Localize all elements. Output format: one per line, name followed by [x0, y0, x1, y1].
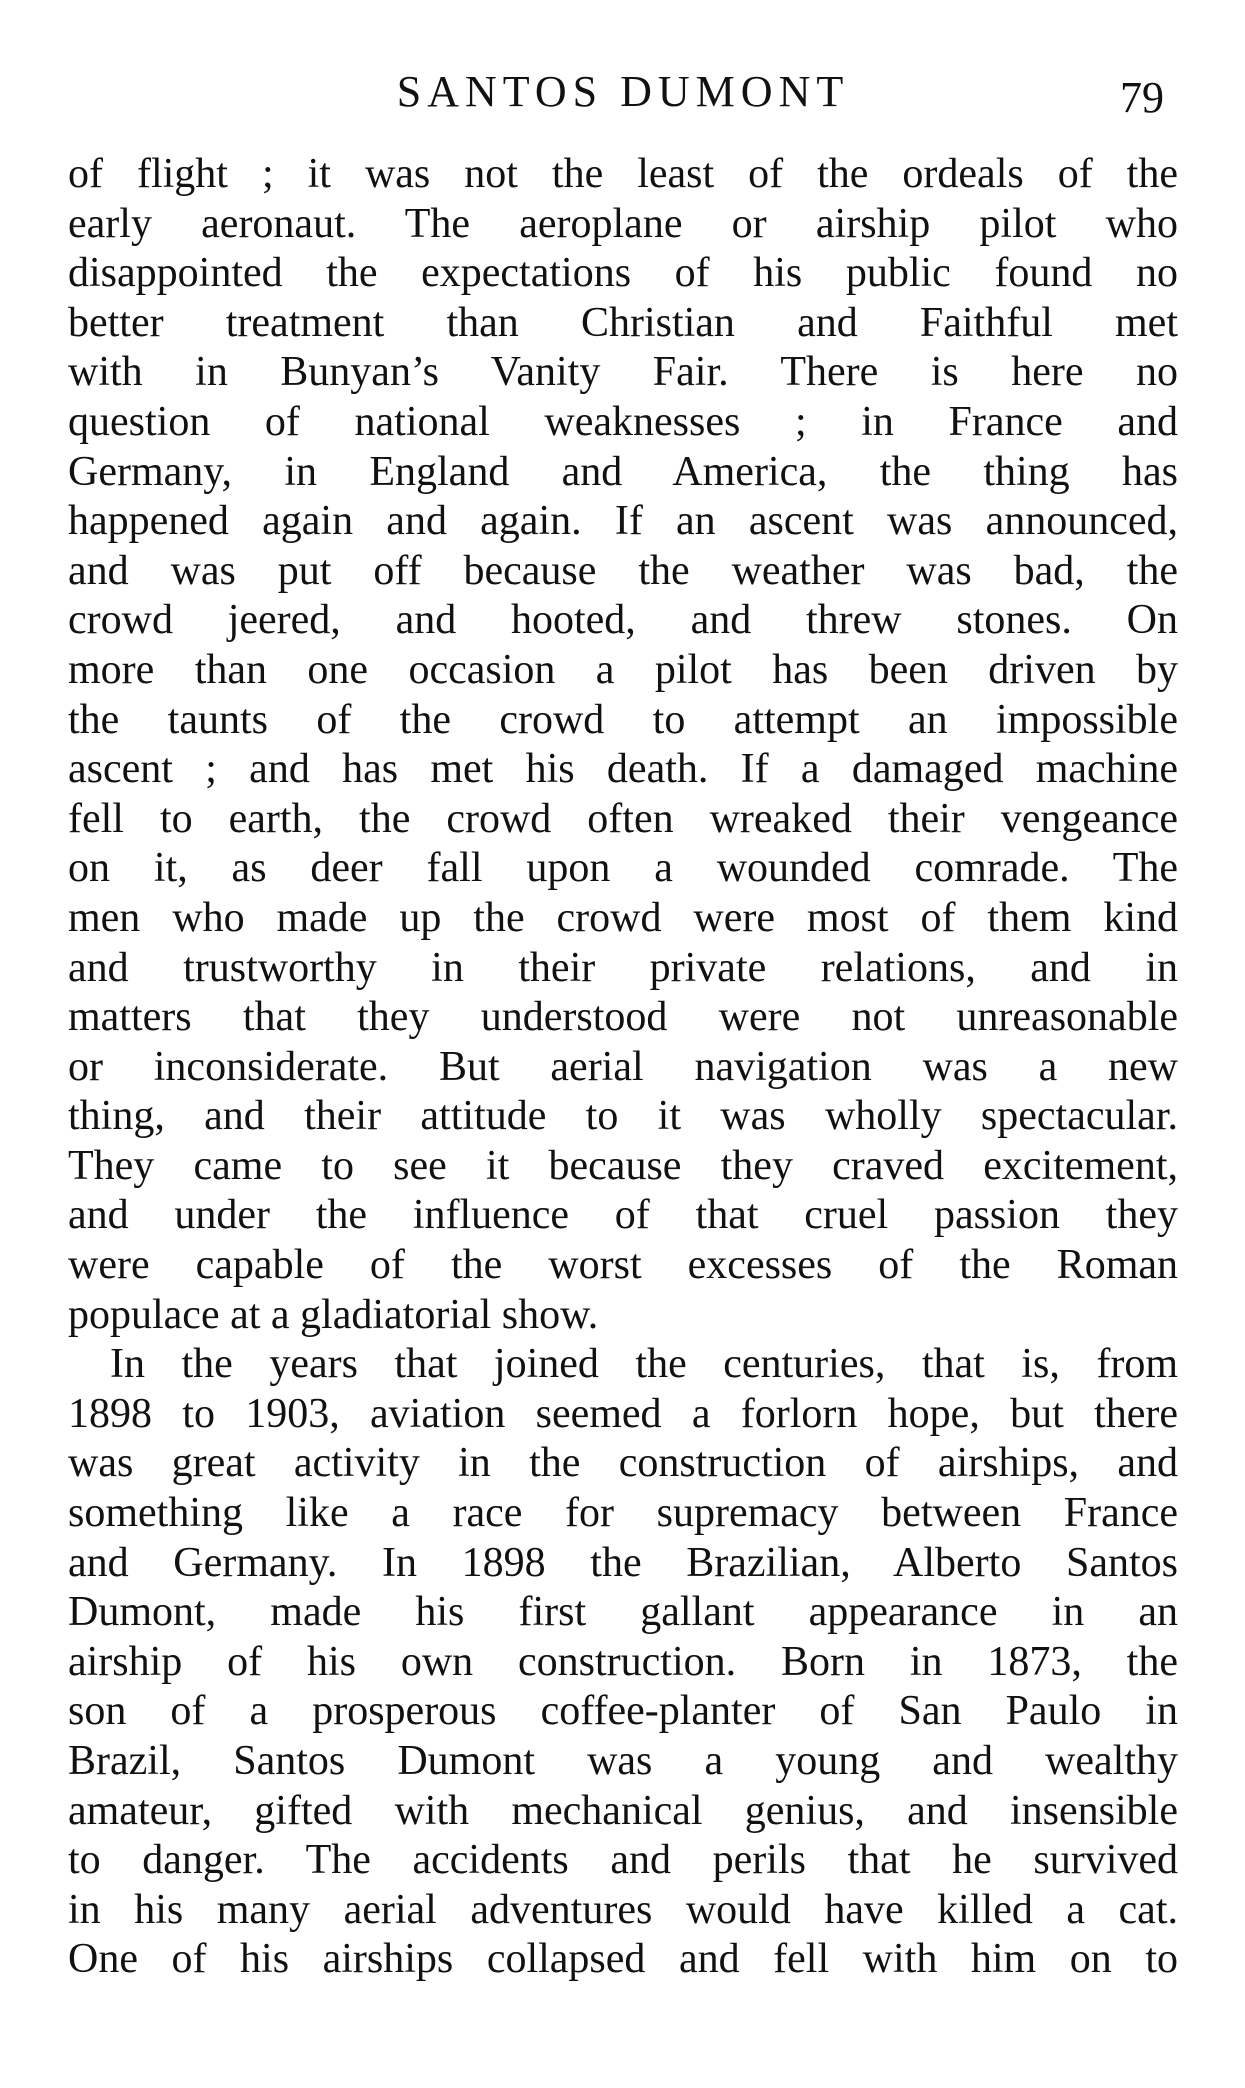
running-title: SANTOS DUMONT	[396, 67, 850, 116]
text-line: of flight ; it was not the least of the ordeals of the	[68, 151, 1178, 197]
text-line: Germany, in England and America, the thing has	[68, 448, 1178, 495]
text-line: 1898 to 1903, aviation seemed a forlorn hope, but there	[68, 1390, 1178, 1437]
text-line: and under the influence of that cruel passion they	[68, 1192, 1178, 1239]
text-line: and trustworthy in their private relations, and in	[68, 944, 1178, 991]
page-number: 79	[1120, 73, 1164, 122]
text-line: question of national weaknesses ; in France and	[68, 398, 1178, 445]
text-line: or inconsiderate. But aerial navigation was a new	[68, 1043, 1178, 1090]
text-line: Brazil, Santos Dumont was a young and wealthy	[68, 1738, 1178, 1784]
text-line: airship of his own construction. Born in 1873, the	[68, 1638, 1178, 1685]
text-line: ascent ; and has met his death. If a damaged machine	[68, 746, 1178, 793]
text-line: and Germany. In 1898 the Brazilian, Alberto Santos	[68, 1539, 1178, 1586]
paragraph-end-line: populace at a gladiatorial show.	[68, 1291, 599, 1338]
text-line: on it, as deer fall upon a wounded comrade. The	[68, 845, 1178, 892]
text-line: in his many aerial adventures would have killed a cat.	[68, 1886, 1178, 1933]
running-head	[68, 62, 1178, 122]
text-line: with in Bunyan’s Vanity Fair. There is here no	[68, 349, 1178, 396]
text-line: fell to earth, the crowd often wreaked their vengeance	[68, 795, 1178, 842]
text-line: son of a prosperous coffee-planter of San Paulo in	[68, 1688, 1178, 1735]
text-line: better treatment than Christian and Faithful met	[68, 299, 1178, 346]
body-text	[68, 150, 1178, 1985]
text-line: disappointed the expectations of his public found no	[68, 250, 1178, 297]
text-line: amateur, gifted with mechanical genius, and insensible	[68, 1787, 1178, 1834]
text-line: Dumont, made his first gallant appearance in an	[68, 1589, 1178, 1636]
text-line: early aeronaut. The aeroplane or airship pilot who	[68, 200, 1178, 247]
text-line: something like a race for supremacy between France	[68, 1490, 1178, 1537]
text-line: to danger. The accidents and perils that he survived	[68, 1837, 1178, 1884]
text-line: crowd jeered, and hooted, and threw stones. On	[68, 597, 1178, 644]
text-line: One of his airships collapsed and fell with him on to	[68, 1936, 1178, 1983]
text-line: more than one occasion a pilot has been driven by	[68, 646, 1178, 693]
text-line: was great activity in the construction of airships, and	[68, 1440, 1178, 1487]
text-line: were capable of the worst excesses of the Roman	[68, 1242, 1178, 1289]
text-line: matters that they understood were not unreasonable	[68, 994, 1178, 1041]
text-line: thing, and their attitude to it was wholly spectacular.	[68, 1093, 1178, 1140]
text-line: They came to see it because they craved excitement,	[68, 1142, 1178, 1189]
text-line: the taunts of the crowd to attempt an impossible	[68, 696, 1178, 743]
text-line: men who made up the crowd were most of them kind	[68, 894, 1178, 941]
paragraph-start-line: In the years that joined the centuries, that is, from	[110, 1341, 1178, 1388]
text-line: and was put off because the weather was bad, the	[68, 547, 1178, 594]
text-line: happened again and again. If an ascent was announced,	[68, 498, 1178, 545]
